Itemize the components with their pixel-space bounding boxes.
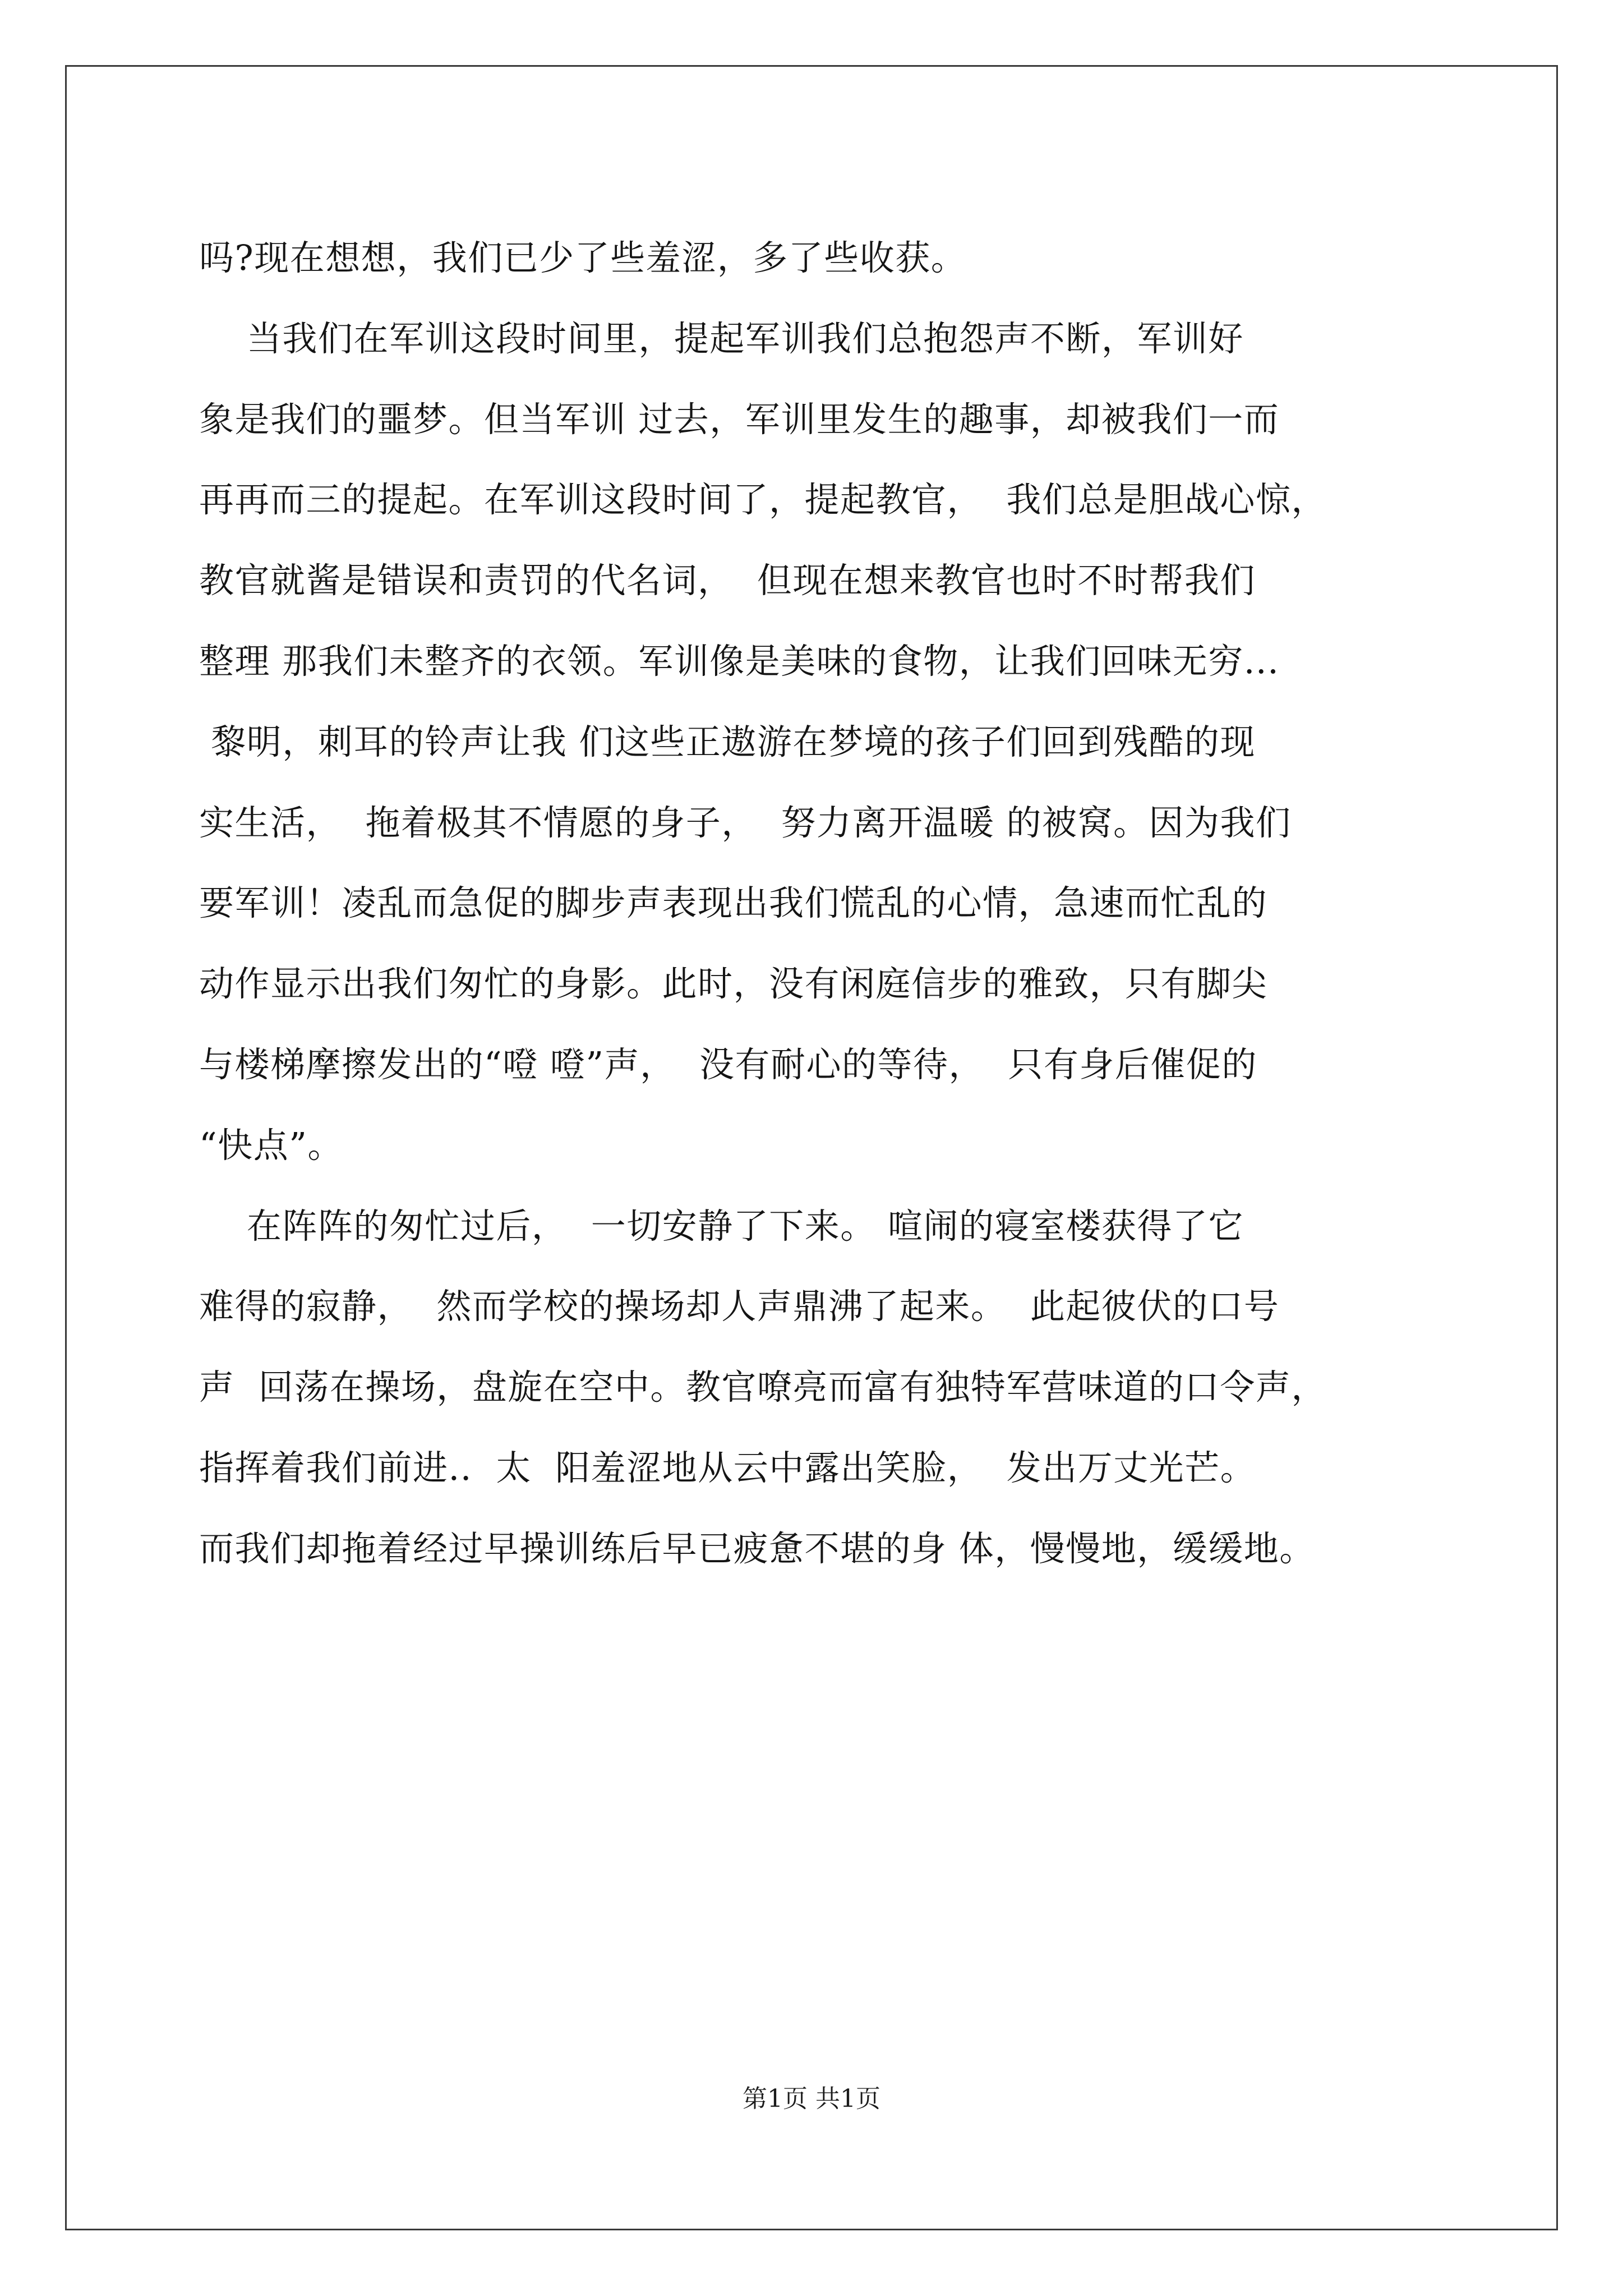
text-line: 难得的寂静， 然而学校的操场却人声鼎沸了起来。 此起彼伏的口号 [199,1286,1280,1327]
text-line: 而我们却拖着经过早操训练后早已疲惫不堪的身 体，慢慢地，缓缓地。 [199,1527,1315,1569]
text-line: 要军训！凌乱而急促的脚步声表现出我们慌乱的心情，急速而忙乱的 [199,882,1268,924]
text-line: 黎明，刺耳的铃声让我 们这些正遨游在梦境的孩子们回到残酷的现 [199,721,1256,762]
text-line: 动作显示出我们匆忙的身影。此时，没有闲庭信步的雅致，只有脚尖 [199,963,1268,1005]
text-line: 当我们在军训这段时间里，提起军训我们总抱怨声不断，军训好 [199,318,1244,359]
body-text [199,218,1455,1589]
text-line: 整理 那我们未整齐的衣领。军训像是美味的食物，让我们回味无穷... [199,640,1280,682]
text-line: 在阵阵的匆忙过后， 一切安静了下来。 喧闹的寝室楼获得了它 [199,1205,1244,1246]
text-line: 再再而三的提起。在军训这段时间了，提起教官， 我们总是胆战心惊， [199,479,1327,521]
text-line: 与楼梯摩擦发出的“噔 噔”声， 没有耐心的等待， 只有身后催促的 [199,1043,1257,1085]
text-line: 吗?现在想想，我们已少了些羞涩，多了些收获。 [199,237,967,278]
text-line: 教官就酱是错误和责罚的代名词， 但现在想来教官也时不时帮我们 [199,560,1256,601]
text-line: 象是我们的噩梦。但当军训 过去，军训里发生的趣事，却被我们一而 [199,398,1280,440]
text-line: 声 回荡在操场，盘旋在空中。教官嘹亮而富有独特军营味道的口令声， [199,1366,1327,1408]
page-footer: 第1页 共1页 [743,2085,880,2113]
text-line: 指挥着我们前进.. 太 阳羞涩地从云中露出笑脸， 发出万丈光芒。 [199,1447,1256,1488]
text-line: 实生活， 拖着极其不情愿的身子， 努力离开温暖 的被窝。因为我们 [199,802,1292,843]
text-line: “快点”。 [199,1124,343,1166]
